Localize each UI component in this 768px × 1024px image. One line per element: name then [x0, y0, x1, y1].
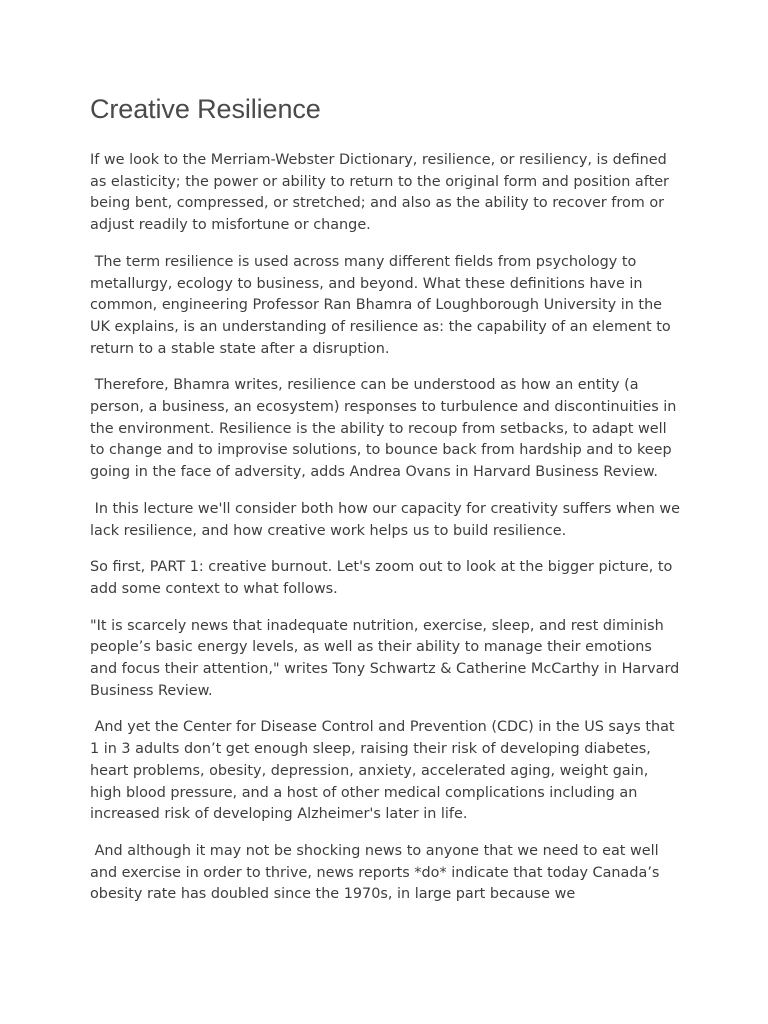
- paragraph-7: And yet the Center for Disease Control and Prevention (CDC) in the US says that 1 in 3 adults don’t get enough sleep, raising their risk of developing diabetes, heart problems, obesity, depression, anxiety, accelerated aging, weight gain, high blood pressure, and a host of other medical complications including an increased risk of developing Alzheimer's later in life.: [90, 719, 680, 823]
- paragraph-4: In this lecture we'll consider both how our capacity for creativity suffers when we lack resilience, and how creative work helps us to build resilience.: [90, 500, 685, 539]
- paragraph-5: So first, PART 1: creative burnout. Let's zoom out to look at the bigger picture, to add some context to what follows.: [90, 559, 677, 597]
- paragraph-3: Therefore, Bhamra writes, resilience can be understood as how an entity (a person, a business, an ecosystem) responses to turbulence and discontinuities in the environment. Resilience is the ability to recoup from setbacks, to adapt well to change and to improvise solutions, to bounce back from hardship and to keep going in the face of adversity, adds Andrea Ovans in Harvard Business Review.: [90, 377, 681, 481]
- page-title: Creative Resilience: [90, 94, 321, 124]
- document-body: [90, 92, 685, 921]
- paragraph-6: "It is scarcely news that inadequate nutrition, exercise, sleep, and rest diminish people’s basic energy levels, as well as their ability to manage their emotions and focus their attention," writes Tony Schwartz & Catherine McCarthy in Harvard Business Review.: [90, 617, 684, 699]
- paragraph-2: The term resilience is used across many different fields from psychology to metallurgy, ecology to business, and beyond. What these definitions have in common, engineering Professor Ran Bhamra of Loughborough University in the UK explains, is an understanding of resilience as: the capability of an element to return to a stable state after a disruption.: [90, 253, 676, 357]
- paragraph-8: And although it may not be shocking news to anyone that we need to eat well and exercise in order to thrive, news reports *do* indicate that today Canada’s obesity rate has doubled since the 1970s, in large part because we: [90, 842, 664, 903]
- paragraph-1: If we look to the Merriam-Webster Dictionary, resilience, or resiliency, is defined as elasticity; the power or ability to return to the original form and position after being bent, compressed, or stretched; and also as the ability to recover from or adjust readily to misfortune or change.: [90, 152, 674, 234]
